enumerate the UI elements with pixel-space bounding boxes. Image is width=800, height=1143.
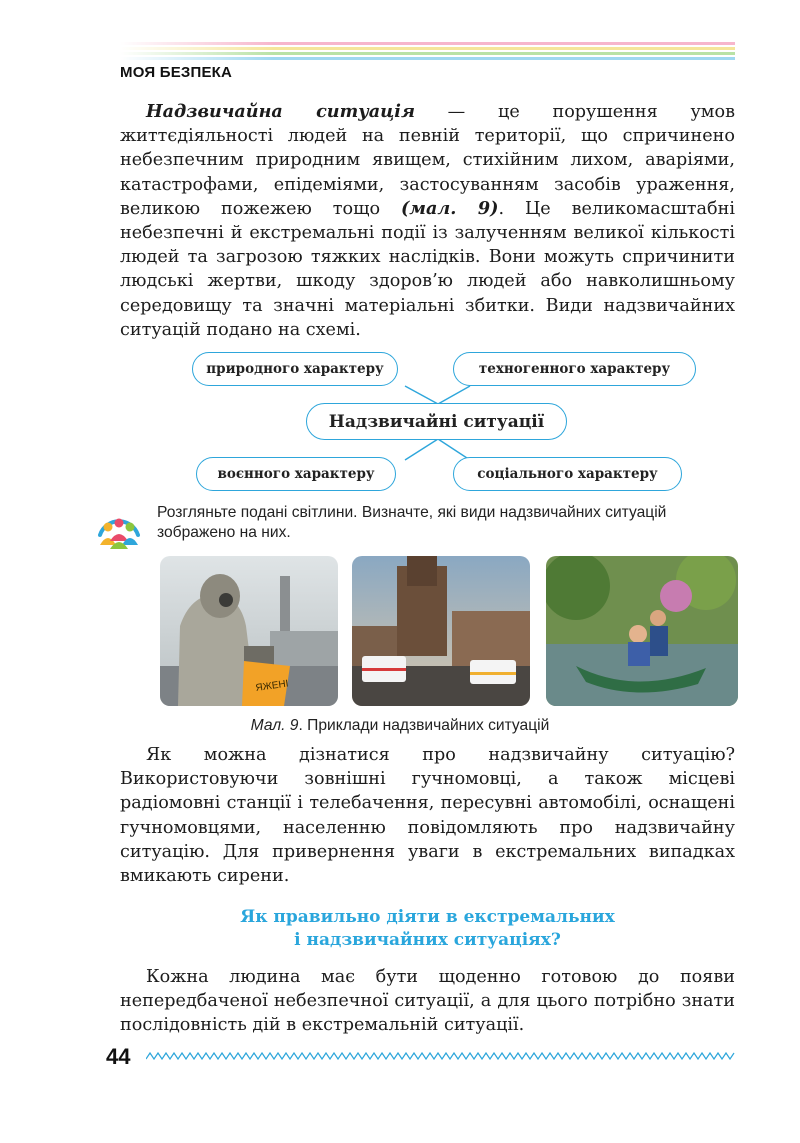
page-number: 44 (106, 1044, 131, 1069)
pill-technogenic: техногенного характеру (453, 352, 696, 386)
pill-center-emergencies: Надзвичайні ситуації (306, 403, 567, 440)
mine-ambulance-photo (352, 556, 530, 706)
header-stripes (120, 42, 735, 64)
caption-text: . Приклади надзвичайних ситуацій (298, 717, 550, 734)
term-emergency: Надзвичайна ситуація (146, 101, 415, 122)
intro-text-a: — це порушення умов життєдіяльності людей на певній території, що спричинено небезпечним природним явищем, стихійним лихом, аваріями, катастрофами, епідеміями, застосуванням засобів ураження, великою пожежею тощо (120, 102, 735, 219)
hazmat-worker-photo (160, 556, 338, 706)
group-people-icon (94, 505, 144, 551)
bag-label: ЯЖЕНІ (254, 678, 290, 694)
para2-text: Як можна дізнатися про надзвичайну ситуацію? Використовуючи зовнішні гучномовці, а також місцеві радіомовні станції і телебачення, пересувні автомобілі, оснащені гучномовцями, населенню повідомляють про надзвичайну ситуацію. Для привернення уваги в екстремальних випадках вмикають сирени. (120, 745, 735, 887)
emergency-types-schema (180, 347, 700, 497)
task-text: Розгляньте подані світлини. Визначте, які види надзвичайних ситуацій зображено на них. (157, 504, 667, 541)
section-title: МОЯ БЕЗПЕКА (120, 64, 233, 81)
pill-social: соціального характеру (453, 457, 682, 491)
subheading (120, 906, 735, 952)
intro-text-b: . Це великомасштабні небезпечні й екстремальні події із залученням великої кількості людей та загрозою тяжких наслідків. Вони можуть спричинити людські жертви, шкоду здоров’ю людей або навколишньому середовищу та значні матеріальні збитки. Види надзвичайних ситуацій подано на схемі. (120, 198, 735, 340)
intro-paragraph (120, 100, 735, 342)
subheading-line-2: і надзвичайних ситуаціях? (294, 930, 561, 950)
footer-zigzag-ornament (146, 1050, 736, 1062)
para3-text: Кожна людина має бути щоденно готовою до появи непередбаченої небезпечної ситуації, а для цього потрібно знати послідовність дій в екстремальній ситуації. (120, 967, 735, 1036)
pill-natural: природного характеру (192, 352, 398, 386)
figure-caption (0, 717, 800, 735)
caption-label: Мал. 9 (250, 717, 299, 734)
figure-ref: (мал. 9) (400, 197, 499, 219)
paragraph-how-to-know (120, 743, 735, 888)
pill-military: воєнного характеру (196, 457, 396, 491)
subheading-line-1: Як правильно діяти в екстремальних (240, 907, 615, 927)
flood-boat-photo (546, 556, 738, 706)
paragraph-readiness (120, 965, 735, 1038)
